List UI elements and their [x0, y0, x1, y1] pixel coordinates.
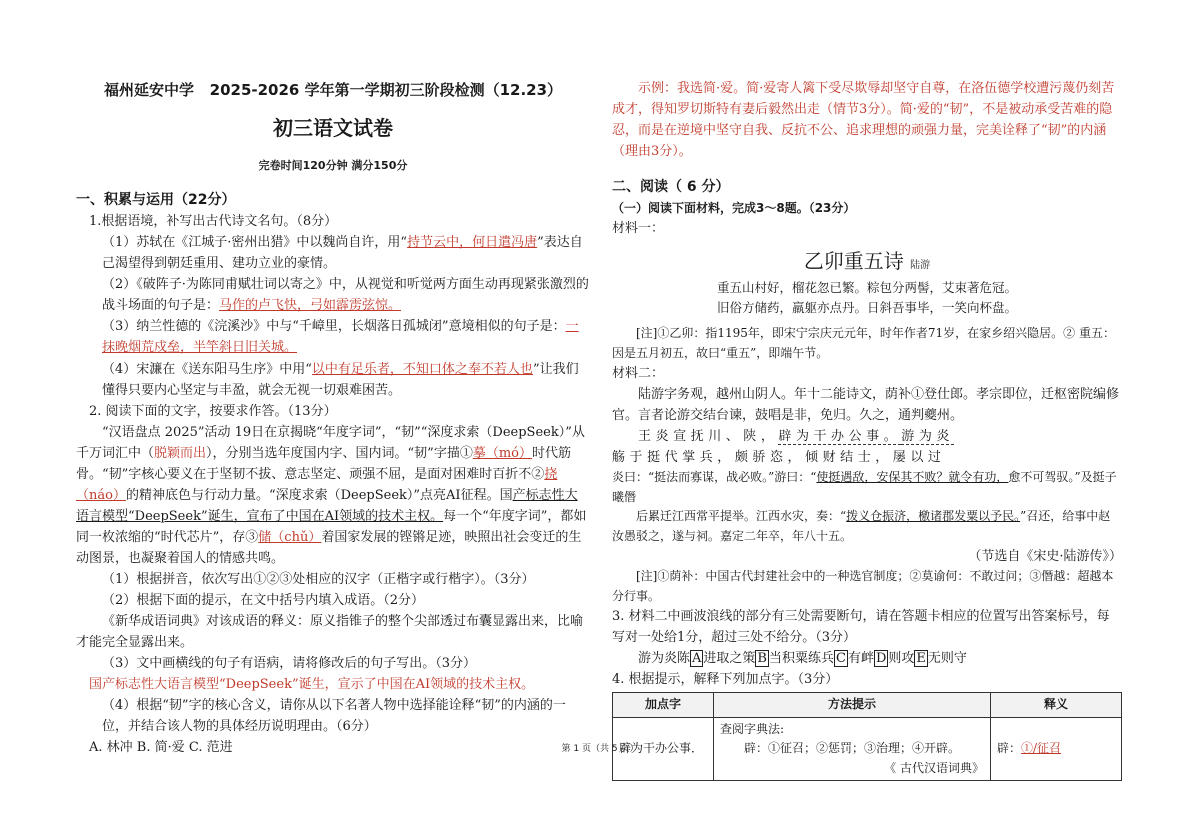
- quote-text: 愈不可驾驭。: [1008, 470, 1075, 485]
- q2-sub-4: （4）根据“韧”字的核心含义，请你从以下名著人物中选择能诠释“韧”的内涵的一位，并结合该人物的具体经历说明理由。（6分）: [102, 698, 566, 735]
- passage-underlined-sentence: 产标志性大语言模型“DeepSeek”诞生，宣布了中国在AI领域的技术主权。: [76, 487, 578, 524]
- question-4: 4. 根据提示，解释下列加点字。（3分）: [612, 672, 839, 688]
- material-2-label: 材料二：: [612, 366, 665, 382]
- school-name: 福州延安中学: [103, 81, 194, 99]
- material-2-note: [注]①荫补：中国古代封建社会中的一种选官制度；②莫谕何：不敢过问；③僭越：超越本分行事。: [612, 569, 1114, 603]
- q1-item-4-text-b: ”让我们懂得只要内心坚定与丰盈，就会无视一切艰难困苦。: [102, 361, 579, 398]
- question-2: 2. 阅读下面的文字，按要求作答。（13分）: [89, 403, 337, 419]
- q1-item-3: [76, 316, 590, 358]
- q1-item-1: [76, 232, 590, 274]
- q1-item-4-text-a: （4）宋濂在《送东阳马生序》中用“: [102, 361, 312, 377]
- quote-underlined: 使挺遇敌，安保其不败？就令有功，: [816, 470, 1009, 485]
- q1-item-2-answer: 马作的卢飞快，弓如霹雳弦惊。: [219, 298, 402, 314]
- wavy-text: 游为炎: [901, 429, 954, 445]
- pinyin-blank-2: 挠（náo）: [76, 466, 558, 503]
- exam-title: 初三语文试卷: [273, 116, 393, 141]
- material-1-label: 材料一：: [612, 221, 665, 237]
- method-line: 辟：①征召；②惩罚；③治理；④开辟。: [744, 741, 961, 756]
- passage-part: 着国家发展的铿锵足迹，映照出社会变迁的生动图景，也凝聚着国人的情感共鸣。: [76, 529, 582, 566]
- definition-table: [612, 692, 1122, 781]
- wavy-text-highlight: 辟为干办公事。: [778, 429, 902, 445]
- passage-part: ），分别当选年度国内字、国内词。“韧”字描①: [206, 445, 473, 461]
- year-term: 2025-2026 学年第一学期初三阶段检测（12.23）: [209, 81, 563, 99]
- right-column: [612, 78, 1122, 781]
- table-cell-word: 辟为干办公事．: [613, 717, 714, 780]
- q2-sub-3: （3）文中画横线的句子有语病，请将修改后的句子写出。（3分）: [102, 656, 477, 672]
- passage-part: 时代筋骨。“韧”字核心要义在于坚韧不拔、意志坚定、顽强不屈，是面对困难时百折不②: [76, 445, 571, 482]
- quote-text: 炎曰：“挺法而寡谋，战必败。”游曰：“: [612, 470, 817, 485]
- passage-part: “汉语盘点 2025”活动 19日在京揭晓“年度字词”，“韧”“深度求索（DeepSeek）”从千万词汇中（: [76, 424, 585, 461]
- q3-option-box-a[interactable]: A: [692, 651, 702, 667]
- q3-option-box-e[interactable]: E: [916, 651, 926, 667]
- q2-4-example-answer: 示例：我选简·爱。简·爱寄人篱下受尽欺辱却坚守自尊，在洛伍德学校遭污蔑仍刻苦成才，得知罗切斯特有妻后毅然出走（情节3分）。简·爱的“韧”，不是被动承受苦难的隐忍，而是在逆境中坚守自我、反抗不公、追求理想的顽强力量，完美诠释了“韧”的内涵（理由3分）。: [612, 81, 1115, 160]
- poem-line-1: 重五山村好，榴花忽已繁。粽包分两髻，艾束著危冠。: [716, 279, 1017, 295]
- question-1: 1.根据语境，补写出古代诗文名句。（8分）: [89, 214, 338, 230]
- poem-author: 陆游: [910, 260, 931, 272]
- material-2-wavy-1: [612, 426, 1122, 447]
- reading-part-1-title: （一）阅读下面材料，完成3～8题。（23分）: [612, 200, 856, 215]
- q3-option-box-d[interactable]: D: [875, 651, 887, 667]
- q1-item-2: [76, 274, 590, 316]
- q2-passage: [76, 422, 590, 569]
- material-1-note: [注]①乙卯：指1195年，即宋宁宗庆元元年，时年作者71岁，在家乡绍兴隐居。② 重五：因是五月初五，故曰“重五”，即端午节。: [612, 326, 1115, 360]
- q1-item-1-text-a: （1）苏轼在《江城子·密州出猎》中以魏尚自许，用“: [102, 235, 408, 251]
- q1-item-1-answer: 持节云中，何日遣冯唐: [407, 235, 538, 251]
- method-line: 查阅字典法:: [720, 721, 785, 736]
- passage-part: 每一个“年度字词”，都如同一枚浓缩的“时代芯片”，存③: [76, 508, 587, 545]
- q2-sub-2-hint: 《新华成语词典》对该成语的释义：原义指锥子的整个尖部透过布囊显露出来，比喻才能完全显露出来。: [76, 614, 584, 651]
- poem-title-text: 乙卯重五诗: [803, 249, 904, 274]
- q3-option-prefix: 游为炎陈: [638, 651, 691, 667]
- pinyin-blank-3: 储（chǔ）: [258, 529, 322, 545]
- q1-item-4: [76, 359, 590, 401]
- material-2-para-1: 陆游字务观，越州山阴人。年十二能诗文，荫补①登仕郎。孝宗即位，迁枢密院编修官。言者论游交结台谏，鼓唱是非，免归。久之，通判夔州。: [612, 387, 1120, 424]
- q3-option-box-b[interactable]: B: [757, 651, 767, 667]
- q2-sub-4-options: A. 林冲 B. 简·爱 C. 范进: [89, 740, 233, 756]
- section-1-title: 一、积累与运用（22分）: [76, 191, 236, 208]
- q1-item-2-text: （2）《破阵子·为陈同甫赋壮词以寄之》中，从视觉和听觉两方面生动再现紧张激烈的战斗场面的句子是：: [102, 277, 589, 314]
- wavy-text: 王炎宣抚川、陕，: [638, 429, 779, 445]
- q3-option-text: 进取之策: [703, 651, 756, 667]
- table-header: 方法提示: [714, 693, 991, 717]
- q3-option-box-c[interactable]: C: [836, 651, 846, 667]
- material-2-quote: [612, 468, 1122, 507]
- q3-option-text: 则攻: [888, 651, 915, 667]
- q1-item-3-text: （3）纳兰性德的《浣溪沙》中与“千嶂里，长烟落日孤城闭”意境相似的句子是：: [102, 319, 566, 335]
- time-score-line: 完卷时间120分钟 满分150分: [258, 158, 408, 172]
- left-column: [76, 72, 590, 758]
- pinyin-blank-1: 摹（mó）: [472, 445, 532, 461]
- para-text: ”召还，给事中赵汝愚驳之，遂与祠。嘉定二年卒，年八十五。: [612, 509, 1111, 543]
- method-source: 《 古代汉语词典》: [884, 760, 984, 775]
- para-underlined: 拨义仓振济，檄诸郡发粟以予民。: [846, 509, 1021, 524]
- q3-option-text: 无则守: [927, 651, 967, 667]
- question-3: 3. 材料二中画波浪线的部分有三处需要断句，请在答题卡相应的位置写出答案标号，每写对一处给1分，超过三处不给分。（3分）: [612, 609, 1110, 646]
- passage-part: 的精神底色与行动力量。“深度求索（DeepSeek）”点亮AI征程。国: [125, 487, 513, 503]
- q2-sub-2: （2）根据下面的提示，在文中括号内填入成语。（2分）: [102, 593, 425, 609]
- definition-label: 辟：: [997, 741, 1022, 756]
- page-footer: 第 1 页（共 5 页）: [561, 744, 639, 754]
- q1-item-4-answer: 以中有足乐者，不知口体之奉不若人也: [311, 361, 533, 377]
- school-title: [76, 78, 590, 102]
- poem-title: [612, 245, 1122, 277]
- definition-answer: ①/征召: [1021, 741, 1062, 756]
- table-header: 释义: [991, 693, 1122, 717]
- material-2-para-3: [612, 507, 1122, 546]
- section-2-title: 二、阅读（ 6 分）: [612, 179, 730, 196]
- material-2-wavy-2: 觞于挺代掌兵，颇骄恣，倾财结士，屡以过: [612, 450, 946, 466]
- q1-item-3-answer: 一抹晚烟荒戍垒，半竿斜日旧关城。: [102, 319, 579, 356]
- question-3-options: [612, 648, 1122, 669]
- q2-sub-1: （1）根据拼音，依次写出①②③处相应的汉字（正楷字或行楷字）。（3分）: [102, 571, 535, 587]
- table-header: 加点字: [613, 693, 714, 717]
- passage-idiom-answer: 脱颖而出: [154, 445, 207, 461]
- q2-sub-3-answer: 国产标志性大语言模型“DeepSeek”诞生，宣示了中国在AI领域的技术主权。: [89, 677, 535, 693]
- para-text: 后累迁江西常平提举。江西水灾，奏：“: [636, 509, 847, 524]
- material-2-source: （节选自《宋史·陆游传》）: [968, 549, 1122, 565]
- poem-line-2: 旧俗方储药，羸躯亦点丹。日斜吾事毕，一笑向杯盘。: [716, 299, 1017, 315]
- q1-item-1-text-b: ”表达自己渴望得到朝廷重用、建功立业的豪情。: [102, 235, 583, 272]
- q3-option-text: 当积粟练兵: [768, 651, 834, 667]
- table-header-row: [613, 693, 1122, 717]
- q3-option-text: 有衅: [847, 651, 874, 667]
- quote-text: ”及挺子曦僭: [612, 470, 1117, 504]
